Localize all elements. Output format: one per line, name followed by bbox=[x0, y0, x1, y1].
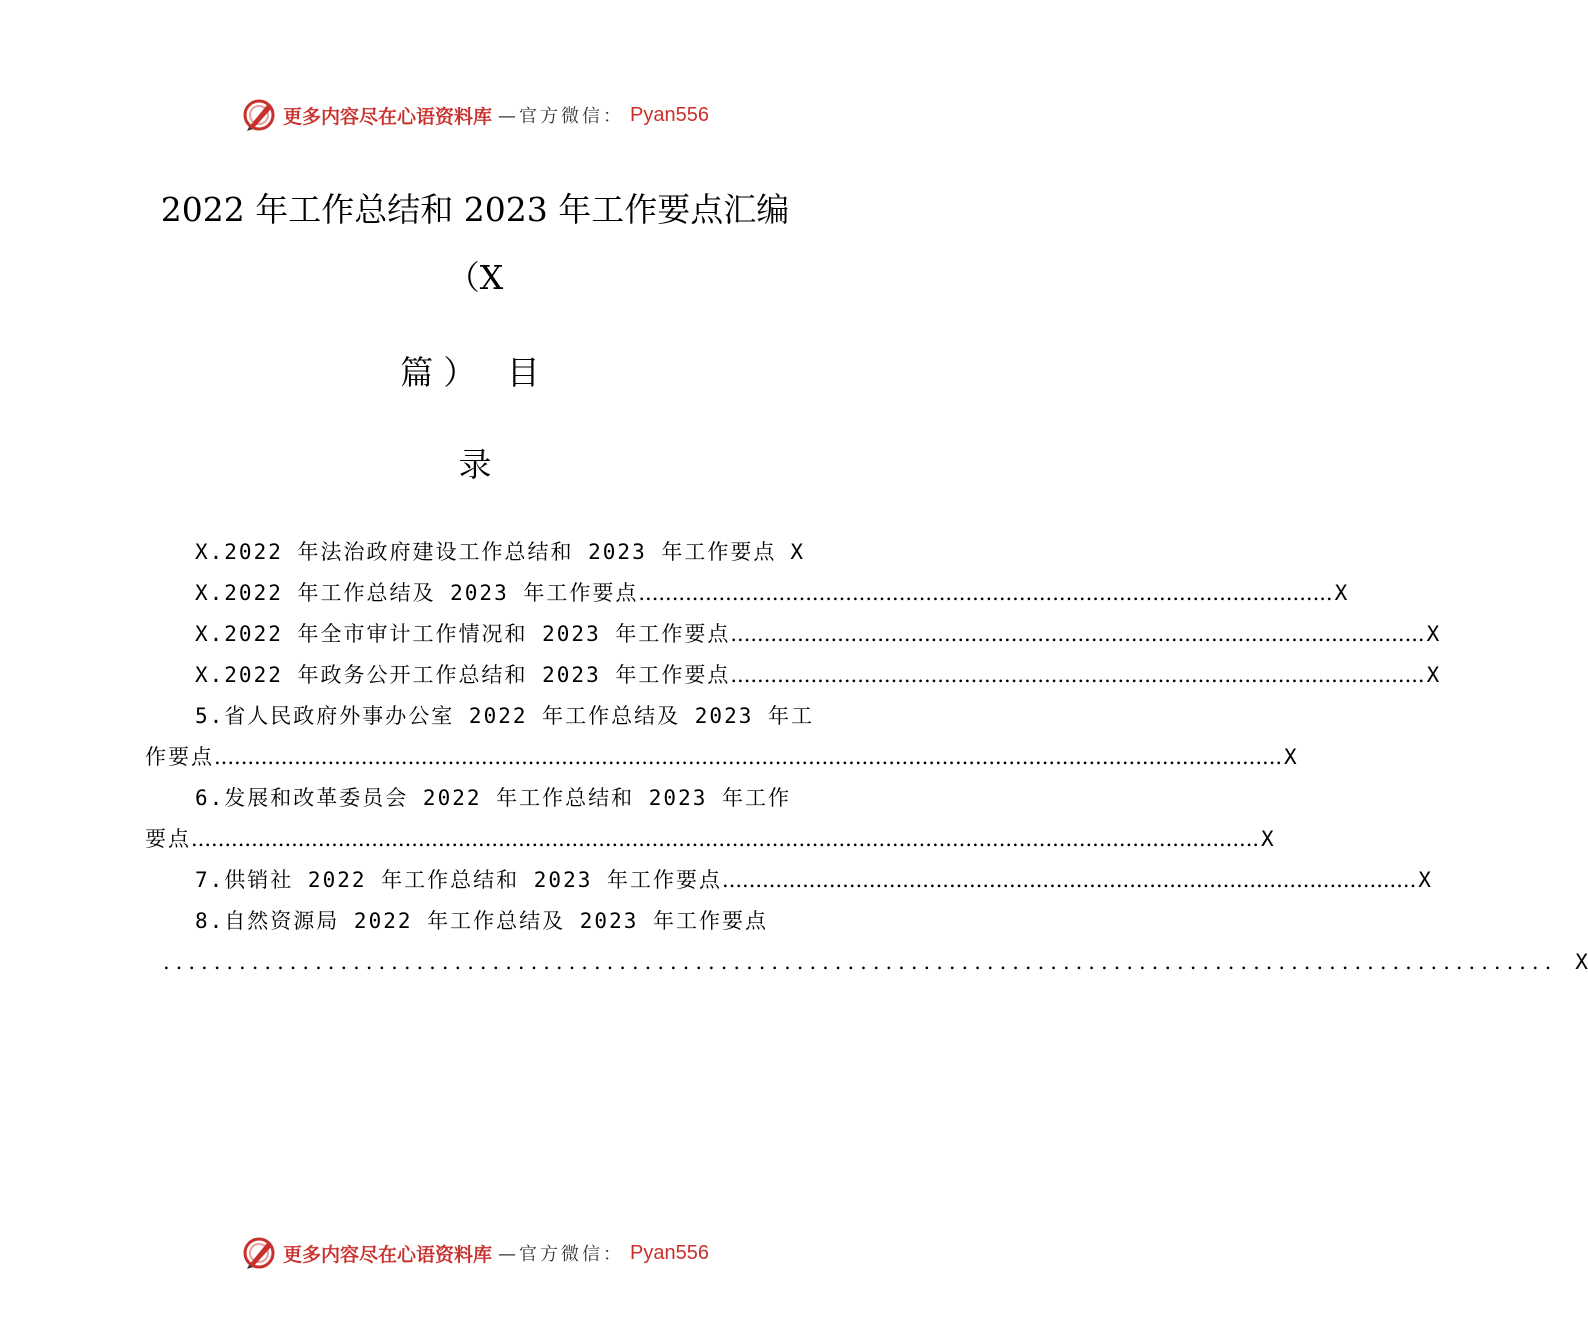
watermark-header bbox=[0, 95, 950, 135]
toc-leader-dots: ........................................................................................................ bbox=[730, 622, 1425, 646]
toc-entry-label-continued: 要点 bbox=[145, 827, 191, 851]
toc-entry-page: X bbox=[1261, 827, 1274, 851]
table-of-contents bbox=[145, 532, 1588, 983]
toc-entry-page: X bbox=[1426, 622, 1440, 646]
toc-entry-label: 7.供销社 2022 年工作总结和 2023 年工作要点 bbox=[195, 868, 723, 892]
pen-seal-icon bbox=[241, 97, 277, 133]
toc-entry-3[interactable] bbox=[145, 614, 1440, 655]
toc-entry-page: X bbox=[1418, 868, 1431, 892]
toc-leader-dots: .............................................................................................................. bbox=[163, 950, 1558, 974]
toc-entry-label: X.2022 年工作总结及 2023 年工作要点 bbox=[195, 581, 639, 605]
watermark-footer bbox=[0, 1233, 950, 1273]
toc-entry-page: X bbox=[1575, 950, 1588, 974]
document-title-line2: （X bbox=[446, 258, 504, 297]
toc-entry-page: X bbox=[1284, 745, 1297, 769]
toc-entry-4[interactable] bbox=[145, 655, 1440, 696]
toc-entry-label: X.2022 年全市审计工作情况和 2023 年工作要点 bbox=[195, 622, 731, 646]
toc-entry-page: X bbox=[790, 540, 804, 564]
watermark-account-text: —官方微信： bbox=[498, 1244, 625, 1265]
toc-leader-dots: ........................................................................................................ bbox=[730, 663, 1425, 687]
toc-entry-page: X bbox=[1426, 663, 1440, 687]
toc-entry-5[interactable] bbox=[145, 696, 815, 737]
toc-entry-7[interactable] bbox=[145, 860, 1431, 901]
toc-entry-page: X bbox=[1334, 581, 1348, 605]
toc-entry-8-continued[interactable] bbox=[145, 942, 1588, 983]
watermark-main-text: 更多内容尽在心语资料库 bbox=[283, 105, 493, 128]
document-title-line4: 录 bbox=[458, 445, 492, 484]
watermark-main-text: 更多内容尽在心语资料库 bbox=[283, 1243, 493, 1266]
toc-entry-6[interactable] bbox=[145, 778, 807, 819]
document-title-line3: 篇） 目 bbox=[400, 353, 550, 392]
pen-seal-icon bbox=[241, 1235, 277, 1271]
watermark-id-text: Pyan556 bbox=[630, 1241, 709, 1264]
toc-entry-label: 5.省人民政府外事办公室 2022 年工作总结及 2023 年工 bbox=[195, 704, 815, 728]
toc-entry-label-continued: 作要点 bbox=[145, 745, 214, 769]
toc-entry-label: 6.发展和改革委员会 2022 年工作总结和 2023 年工作 bbox=[195, 786, 792, 810]
toc-entry-label: 8.自然资源局 2022 年工作总结及 2023 年工作要点 bbox=[195, 909, 769, 933]
document-title-line1: 2022 年工作总结和 2023 年工作要点汇编 bbox=[160, 190, 790, 229]
toc-entry-2[interactable] bbox=[145, 573, 1348, 614]
toc-entry-6-continued[interactable] bbox=[145, 819, 1274, 860]
toc-entry-label: X.2022 年法治政府建设工作总结和 2023 年工作要点 bbox=[195, 540, 777, 564]
watermark-account-text: —官方微信： bbox=[498, 106, 625, 127]
toc-entry-5-continued[interactable] bbox=[145, 737, 1297, 778]
toc-entry-8[interactable] bbox=[145, 901, 807, 942]
toc-leader-dots: ........................................................................................................ bbox=[722, 868, 1417, 892]
toc-leader-dots: ................................................................................................................................................................ bbox=[214, 745, 1283, 769]
toc-entry-1[interactable] bbox=[145, 532, 807, 573]
toc-leader-dots: ........................................................................................................ bbox=[638, 581, 1333, 605]
toc-entry-label: X.2022 年政务公开工作总结和 2023 年工作要点 bbox=[195, 663, 731, 687]
toc-leader-dots: ................................................................................................................................................................ bbox=[191, 827, 1260, 851]
watermark-id-text: Pyan556 bbox=[630, 103, 709, 126]
